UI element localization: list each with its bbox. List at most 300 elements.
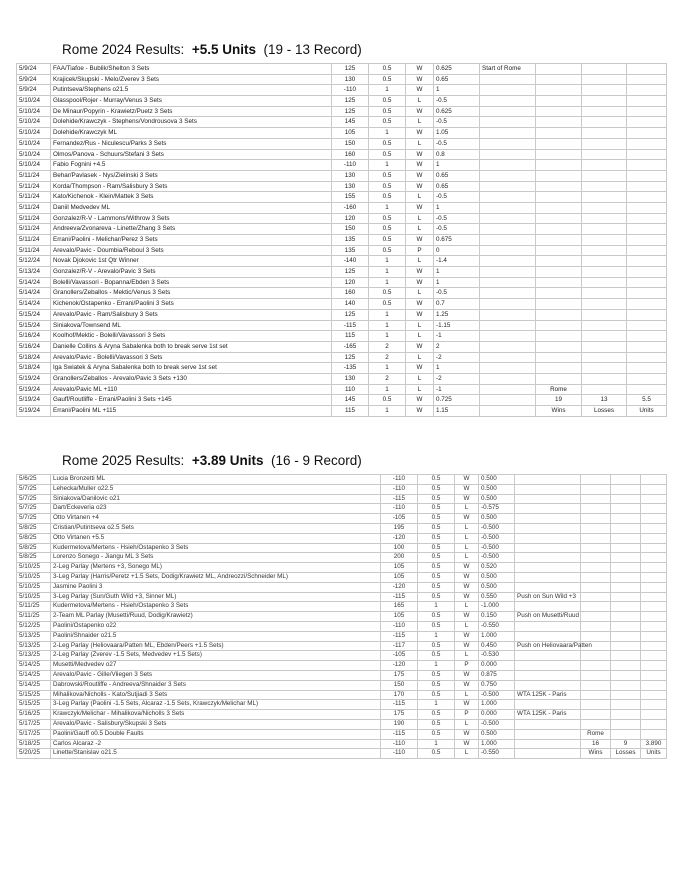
profit-cell: 0.750 xyxy=(479,680,515,690)
units-cell: 0.5 xyxy=(369,117,406,128)
units-cell: 2 xyxy=(369,352,406,363)
units-cell: 0.5 xyxy=(418,729,455,739)
result-cell: W xyxy=(406,128,434,139)
odds-cell: 125 xyxy=(332,64,369,75)
note-cell xyxy=(480,256,536,267)
profit-cell: -0.500 xyxy=(479,719,515,729)
summary-b-cell xyxy=(582,117,627,128)
odds-cell: 160 xyxy=(332,288,369,299)
note-cell xyxy=(515,631,581,641)
date-cell: 5/11/24 xyxy=(17,224,51,235)
summary-b-cell xyxy=(582,74,627,85)
bet-cell: Glasspool/Rojer - Murray/Venus 3 Sets xyxy=(51,96,332,107)
date-cell: 5/10/24 xyxy=(17,149,51,160)
bet-cell: Dolehide/Krawczyk ML xyxy=(51,128,332,139)
profit-cell: -0.550 xyxy=(479,621,515,631)
table-row xyxy=(17,621,667,631)
note-cell xyxy=(515,475,581,485)
profit-cell: 2 xyxy=(434,341,480,352)
note-cell xyxy=(480,160,536,171)
note-cell xyxy=(515,494,581,504)
profit-cell: -1.15 xyxy=(434,320,480,331)
units-cell: 0.5 xyxy=(418,475,455,485)
result-cell: L xyxy=(406,224,434,235)
note-cell xyxy=(515,621,581,631)
result-cell: L xyxy=(455,690,479,700)
odds-cell: -105 xyxy=(381,651,418,661)
table-row xyxy=(17,331,667,342)
result-cell: W xyxy=(455,572,479,582)
result-cell: L xyxy=(406,384,434,395)
summary-b-cell xyxy=(582,235,627,246)
units-cell: 0.5 xyxy=(369,395,406,406)
odds-cell: 165 xyxy=(381,602,418,612)
bet-cell: 2-Leg Parlay (Mertens +3, Sonego ML) xyxy=(51,563,381,573)
profit-cell: -1.000 xyxy=(479,602,515,612)
date-cell: 5/17/25 xyxy=(17,729,51,739)
units-cell: 1 xyxy=(418,602,455,612)
summary-a-cell xyxy=(536,256,582,267)
date-cell: 5/10/25 xyxy=(17,582,51,592)
date-cell: 5/10/24 xyxy=(17,138,51,149)
summary-a-cell xyxy=(581,484,611,494)
summary-a-cell xyxy=(581,553,611,563)
result-cell: L xyxy=(455,523,479,533)
result-cell: W xyxy=(406,299,434,310)
odds-cell: 105 xyxy=(381,563,418,573)
note-cell: Push on Heliovaara/Patten xyxy=(515,641,581,651)
odds-cell: 125 xyxy=(332,96,369,107)
bet-cell: Linette/Stanislav o21.5 xyxy=(51,749,381,759)
odds-cell: 145 xyxy=(332,395,369,406)
summary-b-cell xyxy=(611,563,641,573)
note-cell xyxy=(480,149,536,160)
summary-c-cell xyxy=(627,363,667,374)
profit-cell: -0.5 xyxy=(434,213,480,224)
summary-b-cell xyxy=(582,202,627,213)
summary-c-cell xyxy=(641,602,667,612)
table-row xyxy=(17,128,667,139)
date-cell: 5/11/25 xyxy=(17,602,51,612)
table-row xyxy=(17,670,667,680)
result-cell: L xyxy=(455,504,479,514)
summary-c-cell xyxy=(641,563,667,573)
summary-a-cell xyxy=(581,631,611,641)
bet-cell: Lucia Bronzetti ML xyxy=(51,475,381,485)
profit-cell: 1 xyxy=(434,85,480,96)
units-cell: 0.5 xyxy=(418,621,455,631)
profit-cell: 1.05 xyxy=(434,128,480,139)
units-cell: 2 xyxy=(369,373,406,384)
summary-c-cell xyxy=(641,612,667,622)
table-row xyxy=(17,202,667,213)
summary-a-cell xyxy=(536,170,582,181)
profit-cell: 0.500 xyxy=(479,514,515,524)
note-cell xyxy=(515,661,581,671)
odds-cell: 175 xyxy=(381,710,418,720)
table-row xyxy=(17,739,667,749)
note-cell: WTA 125K - Paris xyxy=(515,690,581,700)
date-cell: 5/10/24 xyxy=(17,96,51,107)
summary-c-cell xyxy=(627,235,667,246)
units-cell: 0.5 xyxy=(418,641,455,651)
summary-a-cell: Wins xyxy=(581,749,611,759)
rome-2025-section xyxy=(16,452,666,759)
result-cell: W xyxy=(406,406,434,417)
bet-cell: 2-Team ML Parlay (Musetti/Ruud, Dodig/Krawietz) xyxy=(51,612,381,622)
profit-cell: -0.550 xyxy=(479,749,515,759)
summary-a-cell xyxy=(581,592,611,602)
odds-cell: -110 xyxy=(332,85,369,96)
summary-b-cell xyxy=(611,504,641,514)
result-cell: W xyxy=(406,85,434,96)
odds-cell: 175 xyxy=(381,670,418,680)
units-cell: 0.5 xyxy=(369,64,406,75)
profit-cell: -0.5 xyxy=(434,117,480,128)
summary-b-cell xyxy=(582,128,627,139)
units-cell: 0.5 xyxy=(369,181,406,192)
note-cell xyxy=(480,213,536,224)
units-cell: 0.5 xyxy=(369,299,406,310)
summary-c-cell xyxy=(641,484,667,494)
result-cell: W xyxy=(406,74,434,85)
summary-c-cell xyxy=(641,543,667,553)
odds-cell: -117 xyxy=(381,641,418,651)
units-cell: 1 xyxy=(369,363,406,374)
summary-c-cell xyxy=(641,475,667,485)
summary-c-cell xyxy=(627,96,667,107)
date-cell: 5/7/25 xyxy=(17,494,51,504)
summary-a-cell xyxy=(536,160,582,171)
profit-cell: -1.4 xyxy=(434,256,480,267)
summary-c-cell xyxy=(641,641,667,651)
summary-b-cell xyxy=(611,729,641,739)
profit-cell: -0.530 xyxy=(479,651,515,661)
profit-cell: -0.500 xyxy=(479,523,515,533)
summary-b-cell: 13 xyxy=(582,395,627,406)
profit-cell: 1.000 xyxy=(479,739,515,749)
profit-cell: -1 xyxy=(434,331,480,342)
summary-c-cell xyxy=(627,128,667,139)
table-row xyxy=(17,582,667,592)
date-cell: 5/16/24 xyxy=(17,341,51,352)
summary-c-cell xyxy=(627,277,667,288)
odds-cell: 115 xyxy=(332,406,369,417)
odds-cell: 125 xyxy=(332,106,369,117)
bet-cell: 3-Leg Parlay (Harris/Peretz +1.5 Sets, Dodig/Krawietz ML, Andreozzi/Schneider ML) xyxy=(51,572,381,582)
units-cell: 0.5 xyxy=(418,612,455,622)
summary-b-cell xyxy=(611,553,641,563)
result-cell: W xyxy=(455,670,479,680)
summary-c-cell xyxy=(627,309,667,320)
summary-a-cell xyxy=(536,277,582,288)
table-row xyxy=(17,192,667,203)
result-cell: W xyxy=(406,277,434,288)
result-cell: W xyxy=(455,514,479,524)
profit-cell: 0.500 xyxy=(479,729,515,739)
bet-cell: De Minaur/Popyrin - Krawietz/Puetz 3 Sets xyxy=(51,106,332,117)
summary-c-cell xyxy=(627,224,667,235)
summary-b-cell xyxy=(582,181,627,192)
summary-c-cell xyxy=(641,523,667,533)
summary-b-cell xyxy=(611,710,641,720)
summary-c-cell xyxy=(627,320,667,331)
note-cell xyxy=(480,128,536,139)
rome-2024-title xyxy=(62,41,666,58)
summary-c-cell xyxy=(641,621,667,631)
summary-b-cell xyxy=(611,661,641,671)
bet-cell: Daniil Medvedev ML xyxy=(51,202,332,213)
result-cell: L xyxy=(455,651,479,661)
bet-cell: Mihalikova/Nicholls - Kato/Sutjiadi 3 Sets xyxy=(51,690,381,700)
table-row xyxy=(17,267,667,278)
bet-cell: Lorenzo Sonego - Jiangu ML 3 Sets xyxy=(51,553,381,563)
result-cell: P xyxy=(455,710,479,720)
summary-a-cell xyxy=(536,192,582,203)
result-cell: L xyxy=(406,288,434,299)
summary-b-cell xyxy=(611,641,641,651)
summary-c-cell xyxy=(627,384,667,395)
bet-cell: Novak Djokovic 1st Qtr Winner xyxy=(51,256,332,267)
summary-c-cell: 3.890 xyxy=(641,739,667,749)
units-cell: 1 xyxy=(369,160,406,171)
table-row xyxy=(17,533,667,543)
odds-cell: 150 xyxy=(381,680,418,690)
table-row xyxy=(17,612,667,622)
date-cell: 5/10/25 xyxy=(17,572,51,582)
bet-cell: Arevalo/Pavic - Gille/Vliegen 3 Sets xyxy=(51,670,381,680)
result-cell: W xyxy=(406,170,434,181)
summary-b-cell xyxy=(611,475,641,485)
table-row xyxy=(17,352,667,363)
units-cell: 1 xyxy=(369,267,406,278)
bet-cell: Paolini/Shnaider o21.5 xyxy=(51,631,381,641)
summary-a-cell xyxy=(536,245,582,256)
summary-a-cell: Wins xyxy=(536,406,582,417)
table-row xyxy=(17,641,667,651)
table-row xyxy=(17,106,667,117)
profit-cell: -0.5 xyxy=(434,96,480,107)
summary-c-cell xyxy=(627,181,667,192)
note-cell xyxy=(515,719,581,729)
summary-c-cell xyxy=(641,729,667,739)
odds-cell: 125 xyxy=(332,309,369,320)
odds-cell: 120 xyxy=(332,213,369,224)
rome-2024-title-prefix: Rome 2024 Results: xyxy=(62,42,185,57)
summary-c-cell xyxy=(627,352,667,363)
table-row xyxy=(17,245,667,256)
profit-cell: -0.500 xyxy=(479,543,515,553)
odds-cell: -110 xyxy=(381,621,418,631)
summary-a-cell xyxy=(536,288,582,299)
note-cell xyxy=(515,749,581,759)
date-cell: 5/14/25 xyxy=(17,661,51,671)
summary-c-cell xyxy=(641,533,667,543)
note-cell xyxy=(515,533,581,543)
date-cell: 5/7/25 xyxy=(17,484,51,494)
summary-b-cell xyxy=(582,85,627,96)
bet-cell: Arevalo/Pavic ML +110 xyxy=(51,384,332,395)
summary-b-cell xyxy=(611,690,641,700)
profit-cell: -2 xyxy=(434,373,480,384)
summary-b-cell xyxy=(611,680,641,690)
table-row xyxy=(17,299,667,310)
date-cell: 5/11/24 xyxy=(17,192,51,203)
table-row xyxy=(17,149,667,160)
table-row xyxy=(17,384,667,395)
bet-cell: Behar/Pavlasek - Nys/Zielinski 3 Sets xyxy=(51,170,332,181)
result-cell: W xyxy=(455,612,479,622)
note-cell: Push on Musetti/Ruud xyxy=(515,612,581,622)
table-row xyxy=(17,74,667,85)
bet-cell: Iga Swiatek & Aryna Sabalenka both to break serve 1st set xyxy=(51,363,332,374)
summary-c-cell xyxy=(627,64,667,75)
summary-a-cell xyxy=(536,74,582,85)
profit-cell: 0.625 xyxy=(434,106,480,117)
summary-b-cell xyxy=(611,719,641,729)
summary-b-cell xyxy=(582,106,627,117)
note-cell xyxy=(515,651,581,661)
date-cell: 5/19/24 xyxy=(17,384,51,395)
note-cell xyxy=(480,352,536,363)
odds-cell: 125 xyxy=(332,352,369,363)
bet-cell: Fernandez/Rus - Niculescu/Parks 3 Sets xyxy=(51,138,332,149)
date-cell: 5/18/24 xyxy=(17,352,51,363)
date-cell: 5/14/24 xyxy=(17,288,51,299)
summary-a-cell xyxy=(536,85,582,96)
profit-cell: 0.875 xyxy=(479,670,515,680)
note-cell xyxy=(480,202,536,213)
summary-b-cell xyxy=(582,213,627,224)
summary-b-cell xyxy=(611,612,641,622)
table-row xyxy=(17,213,667,224)
summary-c-cell xyxy=(641,680,667,690)
units-cell: 0.5 xyxy=(369,245,406,256)
result-cell: W xyxy=(406,181,434,192)
table-row xyxy=(17,749,667,759)
bet-cell: Granollers/Zeballos - Arevalo/Pavic 3 Sets +130 xyxy=(51,373,332,384)
result-cell: L xyxy=(406,256,434,267)
table-row xyxy=(17,543,667,553)
summary-b-cell xyxy=(582,341,627,352)
summary-c-cell xyxy=(641,514,667,524)
summary-b-cell xyxy=(582,224,627,235)
bet-cell: Kichenok/Ostapenko - Errani/Paolini 3 Sets xyxy=(51,299,332,310)
bet-cell: 2-Leg Parlay (Zverev -1.5 Sets, Medvedev +1.5 Sets) xyxy=(51,651,381,661)
note-cell xyxy=(480,74,536,85)
table-row xyxy=(17,85,667,96)
summary-a-cell: Rome xyxy=(581,729,611,739)
odds-cell: 125 xyxy=(332,267,369,278)
note-cell xyxy=(480,267,536,278)
summary-a-cell xyxy=(536,267,582,278)
units-cell: 1 xyxy=(418,700,455,710)
summary-c-cell xyxy=(627,299,667,310)
table-row xyxy=(17,277,667,288)
table-row xyxy=(17,661,667,671)
units-cell: 0.5 xyxy=(418,563,455,573)
result-cell: W xyxy=(406,149,434,160)
summary-a-cell xyxy=(581,680,611,690)
table-row xyxy=(17,170,667,181)
summary-a-cell xyxy=(536,117,582,128)
units-cell: 1 xyxy=(369,331,406,342)
profit-cell: 0.7 xyxy=(434,299,480,310)
date-cell: 5/15/25 xyxy=(17,690,51,700)
result-cell: L xyxy=(406,352,434,363)
profit-cell: 1 xyxy=(434,363,480,374)
profit-cell: -2 xyxy=(434,352,480,363)
units-cell: 1 xyxy=(369,202,406,213)
units-cell: 1 xyxy=(369,320,406,331)
rome-2024-results-table xyxy=(16,63,667,417)
units-cell: 0.5 xyxy=(418,514,455,524)
note-cell xyxy=(515,553,581,563)
result-cell: W xyxy=(406,235,434,246)
date-cell: 5/14/24 xyxy=(17,299,51,310)
note-cell xyxy=(515,514,581,524)
date-cell: 5/19/24 xyxy=(17,406,51,417)
summary-b-cell xyxy=(611,651,641,661)
odds-cell: -160 xyxy=(332,202,369,213)
odds-cell: 105 xyxy=(381,612,418,622)
profit-cell: -1 xyxy=(434,384,480,395)
summary-b-cell xyxy=(611,572,641,582)
odds-cell: 115 xyxy=(332,331,369,342)
summary-b-cell xyxy=(611,621,641,631)
bet-cell: Korda/Thompson - Ram/Salisbury 3 Sets xyxy=(51,181,332,192)
summary-c-cell xyxy=(627,170,667,181)
date-cell: 5/10/25 xyxy=(17,592,51,602)
result-cell: W xyxy=(406,202,434,213)
result-cell: L xyxy=(455,749,479,759)
summary-c-cell xyxy=(641,719,667,729)
result-cell: L xyxy=(406,213,434,224)
rome-2025-results-table xyxy=(16,474,667,759)
date-cell: 5/11/24 xyxy=(17,245,51,256)
profit-cell: 1 xyxy=(434,267,480,278)
result-cell: W xyxy=(406,160,434,171)
units-cell: 0.5 xyxy=(369,138,406,149)
note-cell xyxy=(480,85,536,96)
summary-b-cell xyxy=(611,592,641,602)
odds-cell: -115 xyxy=(381,592,418,602)
date-cell: 5/12/25 xyxy=(17,621,51,631)
date-cell: 5/8/25 xyxy=(17,543,51,553)
summary-a-cell xyxy=(536,149,582,160)
rome-2024-table-body xyxy=(17,64,667,417)
summary-b-cell xyxy=(611,533,641,543)
summary-a-cell xyxy=(581,533,611,543)
odds-cell: -165 xyxy=(332,341,369,352)
result-cell: W xyxy=(455,563,479,573)
units-cell: 0.5 xyxy=(369,192,406,203)
summary-b-cell xyxy=(582,160,627,171)
date-cell: 5/10/25 xyxy=(17,563,51,573)
date-cell: 5/16/25 xyxy=(17,710,51,720)
table-row xyxy=(17,64,667,75)
table-row xyxy=(17,680,667,690)
profit-cell: -0.5 xyxy=(434,138,480,149)
odds-cell: -105 xyxy=(381,514,418,524)
odds-cell: 130 xyxy=(332,373,369,384)
odds-cell: -115 xyxy=(381,631,418,641)
units-cell: 0.5 xyxy=(418,504,455,514)
summary-c-cell: 5.5 xyxy=(627,395,667,406)
note-cell xyxy=(480,341,536,352)
units-cell: 0.5 xyxy=(418,651,455,661)
profit-cell: -0.575 xyxy=(479,504,515,514)
